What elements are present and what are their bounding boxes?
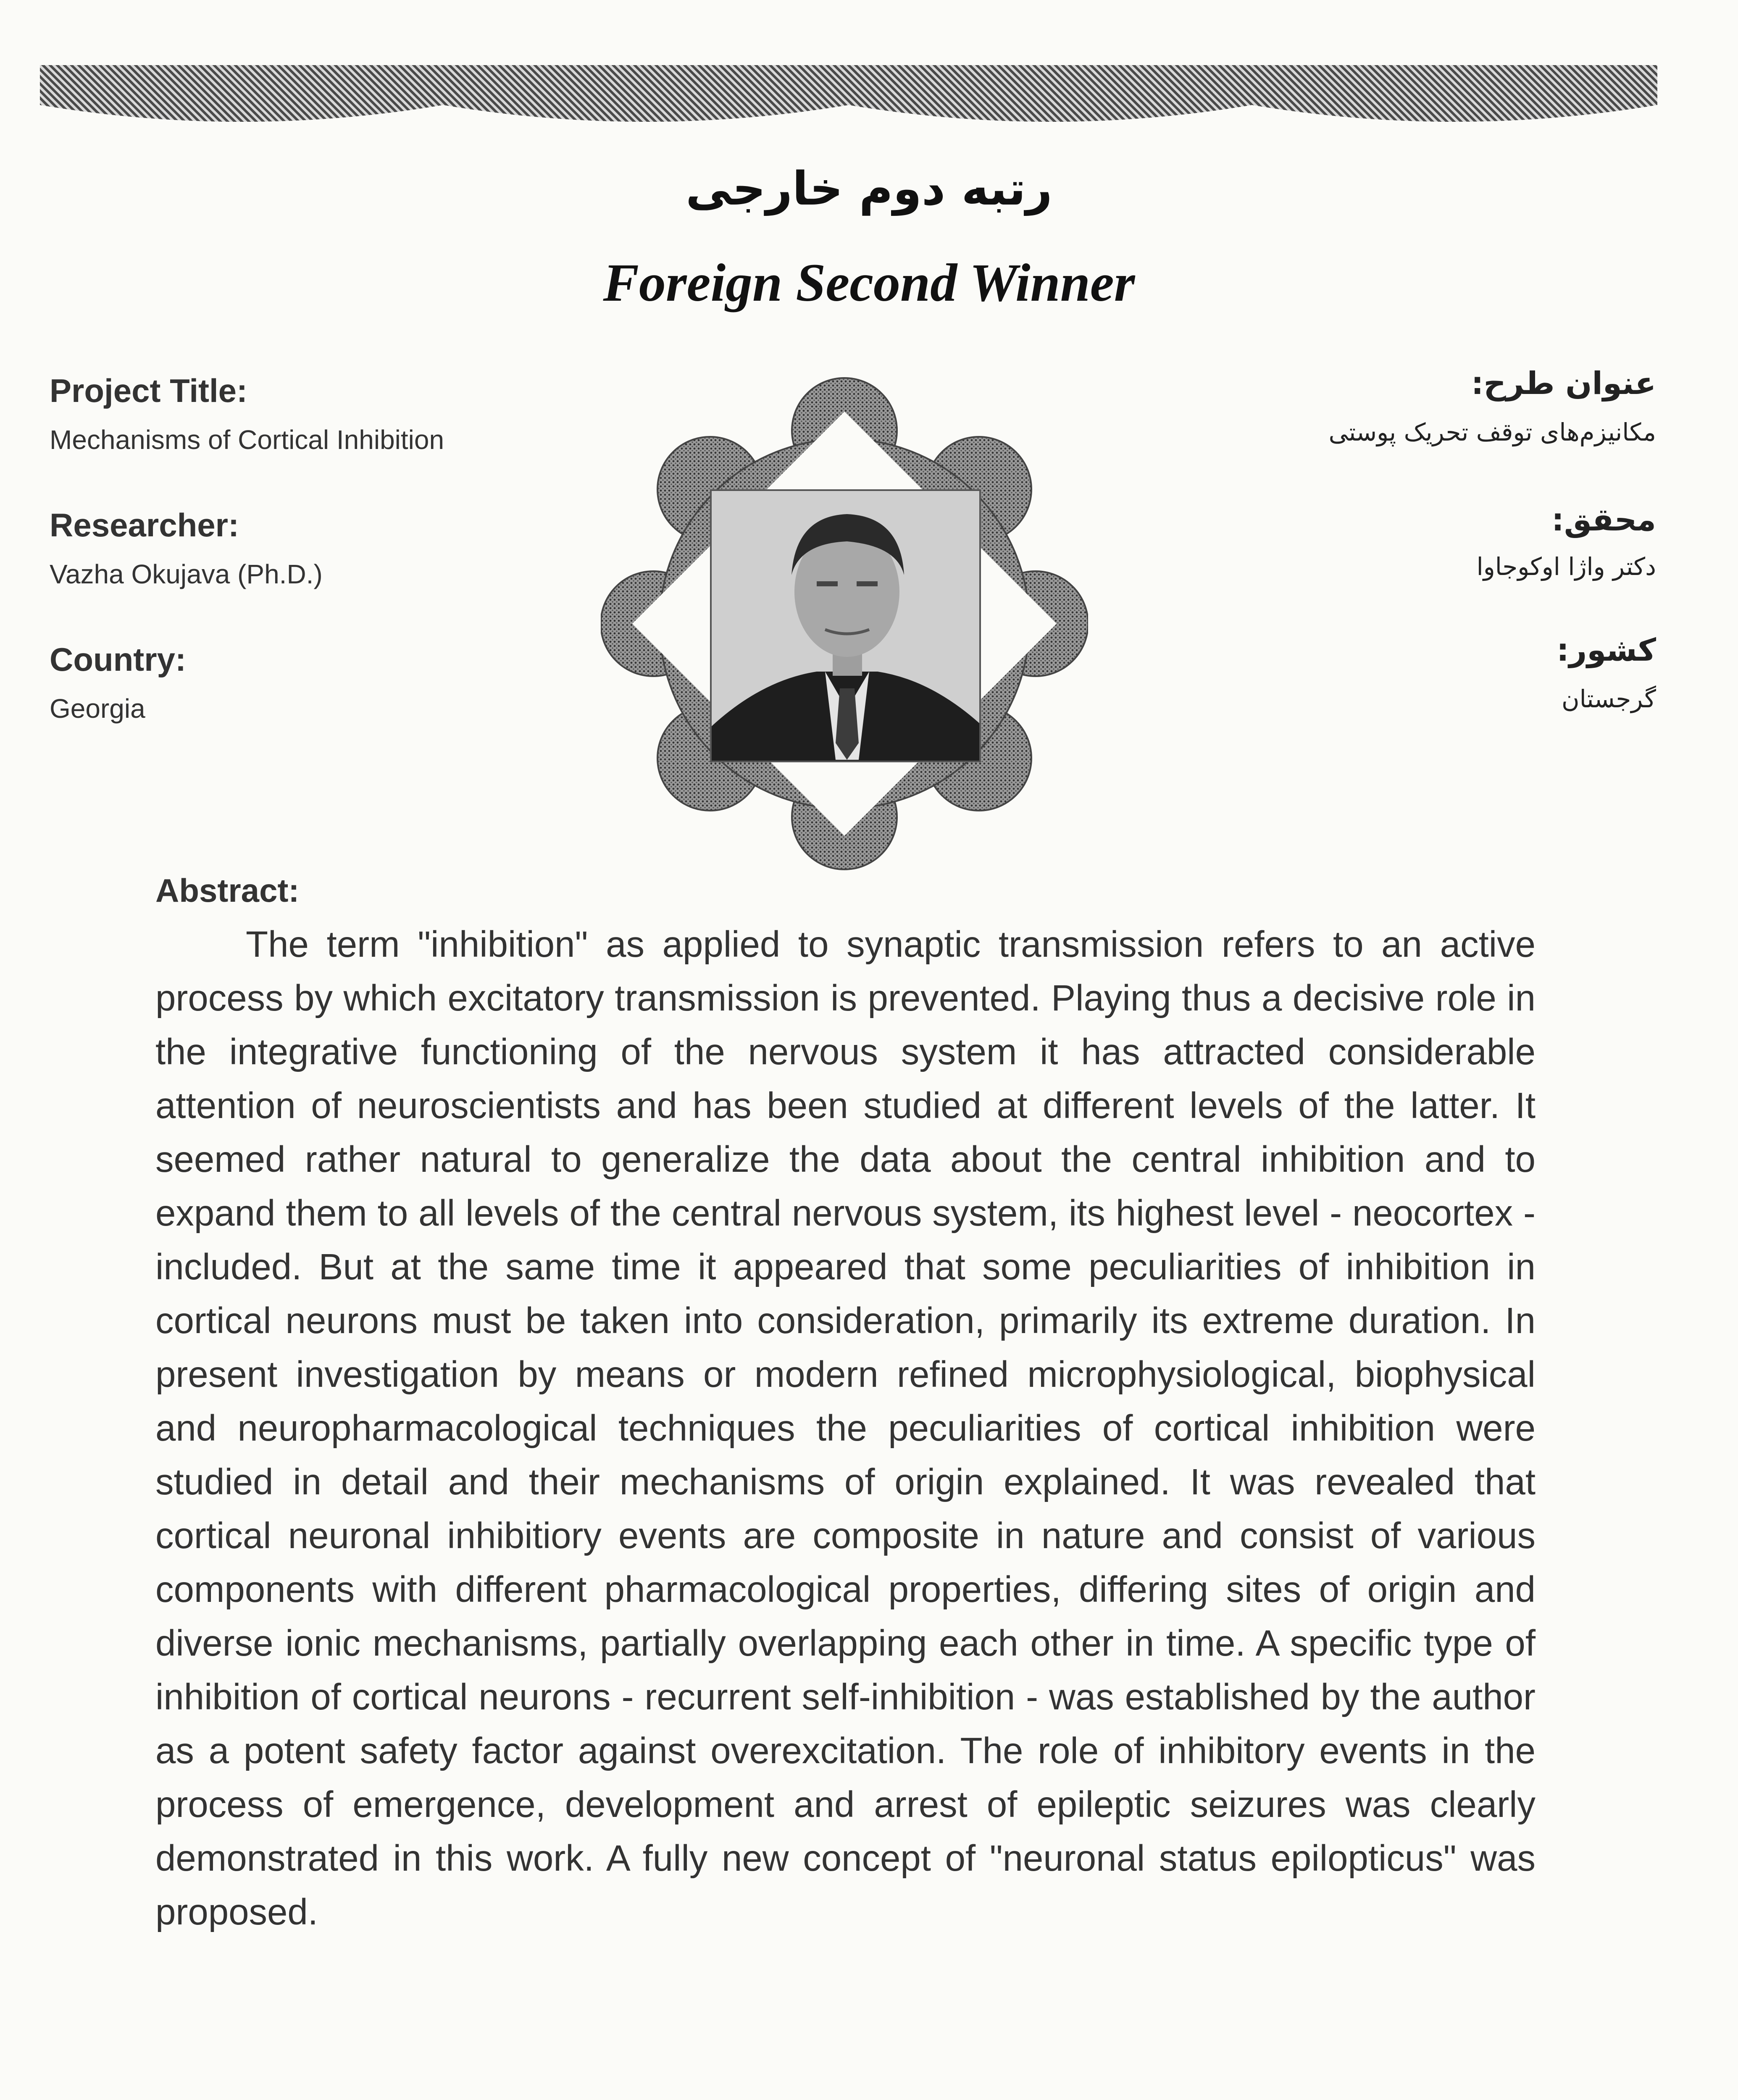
project-title-value: Mechanisms of Cortical Inhibition	[50, 425, 444, 455]
country-value-fa: گرجستان	[1562, 685, 1656, 713]
researcher-label-fa: محقق:	[1551, 502, 1656, 538]
scalloped-banner-icon	[40, 65, 1657, 128]
country-value: Georgia	[50, 693, 145, 724]
page-title-persian: رتبه دوم خارجی	[686, 162, 1052, 215]
project-title-label: Project Title:	[50, 372, 248, 409]
abstract-text: The term "inhibition" as applied to synaptic transmission refers to an active process by which excitatory transmission is prevented. Playing thus a decisive role in the integrative functioning of the nervous system it has attracted considerable attention of neuroscientists and has been studied at different levels of the latter. It seemed rather natural to generalize the data about the central inhibition and to expand them to all levels of the central nervous system, its highest level - neocortex - included. But at the same time it appeared that some peculiarities of inhibition in cortical neurons must be taken into consideration, primarily its extreme duration. In present investigation by means or modern refined microphysiological, biophysical and neuropharmacological techniques the peculiarities of cortical inhibition were studied in detail and their mechanisms of origin explained. It was revealed that cortical neuronal inhibitiory events are composite in nature and consist of various components with different pharmacological properties, differing sites of origin and diverse ionic mechanisms, partially overlapping each other in time. A specific type of inhibition of cortical neurons - recurrent self-inhibition - was established by the author as a potent safety factor against overexcitation. The role of inhibitory events in the process of emergence, development and arrest of epileptic seizures was clearly demonstrated in this work. A fully new concept of "neuronal status epilopticus" was proposed.	[155, 924, 1536, 1932]
project-title-value-fa: مکانیزم‌های توقف تحریک پوستی	[1328, 418, 1656, 446]
researcher-value-fa: دکتر واژا اوکوجاوا	[1476, 552, 1656, 581]
portrait-photo	[710, 489, 981, 762]
country-label: Country:	[50, 641, 186, 678]
project-title-label-fa: عنوان طرح:	[1471, 365, 1656, 402]
abstract-label: Abstract:	[155, 872, 300, 909]
researcher-value: Vazha Okujava (Ph.D.)	[50, 559, 323, 589]
country-label-fa: کشور:	[1557, 632, 1656, 668]
page-title-english: Foreign Second Winner	[603, 253, 1135, 312]
researcher-label: Researcher:	[50, 507, 239, 543]
